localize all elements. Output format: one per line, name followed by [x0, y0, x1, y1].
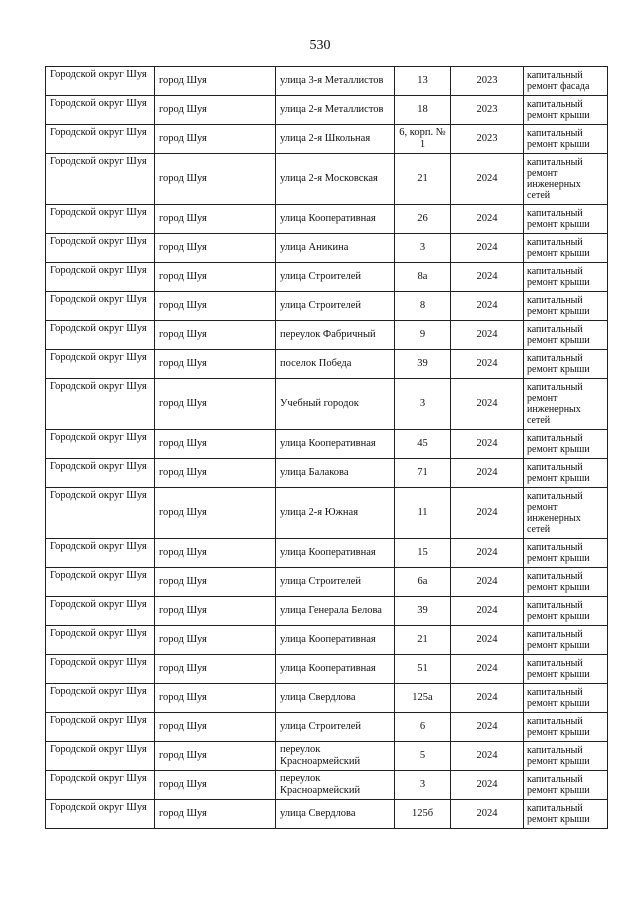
street-cell: улица Кооперативная [276, 655, 395, 684]
year-cell: 2024 [451, 655, 524, 684]
year-cell: 2024 [451, 379, 524, 430]
year-cell: 2024 [451, 430, 524, 459]
house-number-cell: 39 [395, 350, 451, 379]
table-body [46, 67, 608, 829]
street-cell: улица Строителей [276, 568, 395, 597]
year-cell: 2024 [451, 771, 524, 800]
table-row [46, 713, 608, 742]
municipality-cell: Городской округ Шуя [46, 67, 155, 96]
house-number-cell: 18 [395, 96, 451, 125]
table-row [46, 292, 608, 321]
table-row [46, 154, 608, 205]
street-cell: улица Строителей [276, 263, 395, 292]
table-row [46, 488, 608, 539]
work-type-cell: капитальный ремонт крыши [524, 234, 608, 263]
year-cell: 2024 [451, 684, 524, 713]
work-type-cell: капитальный ремонт крыши [524, 263, 608, 292]
year-cell: 2024 [451, 597, 524, 626]
year-cell: 2024 [451, 742, 524, 771]
street-cell: переулок Красноармейский [276, 771, 395, 800]
house-number-cell: 9 [395, 321, 451, 350]
work-type-cell: капитальный ремонт инженерных сетей [524, 379, 608, 430]
house-number-cell: 3 [395, 379, 451, 430]
work-type-cell: капитальный ремонт крыши [524, 597, 608, 626]
municipality-cell: Городской округ Шуя [46, 234, 155, 263]
year-cell: 2023 [451, 67, 524, 96]
city-cell: город Шуя [155, 350, 276, 379]
municipality-cell: Городской округ Шуя [46, 125, 155, 154]
municipality-cell: Городской округ Шуя [46, 626, 155, 655]
table-row [46, 430, 608, 459]
city-cell: город Шуя [155, 800, 276, 829]
city-cell: город Шуя [155, 321, 276, 350]
house-number-cell: 21 [395, 154, 451, 205]
city-cell: город Шуя [155, 713, 276, 742]
street-cell: улица 3-я Металлистов [276, 67, 395, 96]
street-cell: улица Балакова [276, 459, 395, 488]
street-cell: улица Свердлова [276, 684, 395, 713]
municipality-cell: Городской округ Шуя [46, 488, 155, 539]
work-type-cell: капитальный ремонт крыши [524, 539, 608, 568]
street-cell: Учебный городок [276, 379, 395, 430]
street-cell: переулок Красноармейский [276, 742, 395, 771]
city-cell: город Шуя [155, 430, 276, 459]
house-number-cell: 8 [395, 292, 451, 321]
street-cell: улица Свердлова [276, 800, 395, 829]
city-cell: город Шуя [155, 771, 276, 800]
year-cell: 2024 [451, 205, 524, 234]
house-number-cell: 3 [395, 234, 451, 263]
city-cell: город Шуя [155, 684, 276, 713]
repair-schedule-table [45, 66, 608, 829]
table-row [46, 350, 608, 379]
city-cell: город Шуя [155, 742, 276, 771]
municipality-cell: Городской округ Шуя [46, 771, 155, 800]
house-number-cell: 125а [395, 684, 451, 713]
work-type-cell: капитальный ремонт крыши [524, 430, 608, 459]
city-cell: город Шуя [155, 96, 276, 125]
city-cell: город Шуя [155, 568, 276, 597]
table-row [46, 597, 608, 626]
table-row [46, 205, 608, 234]
city-cell: город Шуя [155, 205, 276, 234]
work-type-cell: капитальный ремонт крыши [524, 742, 608, 771]
table-row [46, 539, 608, 568]
year-cell: 2024 [451, 350, 524, 379]
work-type-cell: капитальный ремонт крыши [524, 713, 608, 742]
year-cell: 2024 [451, 321, 524, 350]
year-cell: 2024 [451, 539, 524, 568]
year-cell: 2024 [451, 488, 524, 539]
municipality-cell: Городской округ Шуя [46, 96, 155, 125]
municipality-cell: Городской округ Шуя [46, 655, 155, 684]
street-cell: улица Генерала Белова [276, 597, 395, 626]
work-type-cell: капитальный ремонт инженерных сетей [524, 488, 608, 539]
house-number-cell: 6 [395, 713, 451, 742]
table-row [46, 67, 608, 96]
city-cell: город Шуя [155, 154, 276, 205]
year-cell: 2024 [451, 459, 524, 488]
house-number-cell: 21 [395, 626, 451, 655]
year-cell: 2024 [451, 154, 524, 205]
table-row [46, 379, 608, 430]
city-cell: город Шуя [155, 379, 276, 430]
city-cell: город Шуя [155, 539, 276, 568]
municipality-cell: Городской округ Шуя [46, 379, 155, 430]
city-cell: город Шуя [155, 67, 276, 96]
city-cell: город Шуя [155, 488, 276, 539]
house-number-cell: 45 [395, 430, 451, 459]
work-type-cell: капитальный ремонт крыши [524, 292, 608, 321]
table-row [46, 626, 608, 655]
municipality-cell: Городской округ Шуя [46, 154, 155, 205]
table-row [46, 234, 608, 263]
work-type-cell: капитальный ремонт крыши [524, 350, 608, 379]
house-number-cell: 26 [395, 205, 451, 234]
page-number: 530 [309, 38, 331, 53]
year-cell: 2024 [451, 234, 524, 263]
municipality-cell: Городской округ Шуя [46, 539, 155, 568]
work-type-cell: капитальный ремонт крыши [524, 459, 608, 488]
year-cell: 2024 [451, 713, 524, 742]
city-cell: город Шуя [155, 597, 276, 626]
municipality-cell: Городской округ Шуя [46, 263, 155, 292]
street-cell: улица 2-я Московская [276, 154, 395, 205]
work-type-cell: капитальный ремонт крыши [524, 125, 608, 154]
municipality-cell: Городской округ Шуя [46, 568, 155, 597]
street-cell: улица Кооперативная [276, 539, 395, 568]
municipality-cell: Городской округ Шуя [46, 684, 155, 713]
year-cell: 2024 [451, 263, 524, 292]
work-type-cell: капитальный ремонт крыши [524, 568, 608, 597]
work-type-cell: капитальный ремонт крыши [524, 771, 608, 800]
table-row [46, 321, 608, 350]
table-row [46, 800, 608, 829]
city-cell: город Шуя [155, 655, 276, 684]
street-cell: улица Кооперативная [276, 205, 395, 234]
house-number-cell: 39 [395, 597, 451, 626]
table-row [46, 568, 608, 597]
city-cell: город Шуя [155, 626, 276, 655]
municipality-cell: Городской округ Шуя [46, 321, 155, 350]
work-type-cell: капитальный ремонт крыши [524, 800, 608, 829]
city-cell: город Шуя [155, 263, 276, 292]
work-type-cell: капитальный ремонт крыши [524, 321, 608, 350]
year-cell: 2024 [451, 292, 524, 321]
house-number-cell: 11 [395, 488, 451, 539]
house-number-cell: 71 [395, 459, 451, 488]
table-row [46, 263, 608, 292]
street-cell: переулок Фабричный [276, 321, 395, 350]
house-number-cell: 3 [395, 771, 451, 800]
street-cell: улица Строителей [276, 713, 395, 742]
municipality-cell: Городской округ Шуя [46, 742, 155, 771]
table-row [46, 655, 608, 684]
house-number-cell: 6а [395, 568, 451, 597]
house-number-cell: 6, корп. № 1 [395, 125, 451, 154]
year-cell: 2024 [451, 626, 524, 655]
municipality-cell: Городской округ Шуя [46, 459, 155, 488]
municipality-cell: Городской округ Шуя [46, 292, 155, 321]
street-cell: поселок Победа [276, 350, 395, 379]
house-number-cell: 8а [395, 263, 451, 292]
year-cell: 2024 [451, 800, 524, 829]
year-cell: 2024 [451, 568, 524, 597]
work-type-cell: капитальный ремонт крыши [524, 655, 608, 684]
municipality-cell: Городской округ Шуя [46, 713, 155, 742]
table-row [46, 459, 608, 488]
table-row [46, 125, 608, 154]
work-type-cell: капитальный ремонт крыши [524, 626, 608, 655]
street-cell: улица Аникина [276, 234, 395, 263]
house-number-cell: 15 [395, 539, 451, 568]
house-number-cell: 51 [395, 655, 451, 684]
street-cell: улица Строителей [276, 292, 395, 321]
year-cell: 2023 [451, 125, 524, 154]
work-type-cell: капитальный ремонт инженерных сетей [524, 154, 608, 205]
work-type-cell: капитальный ремонт крыши [524, 96, 608, 125]
table-row [46, 742, 608, 771]
table-row [46, 96, 608, 125]
city-cell: город Шуя [155, 234, 276, 263]
house-number-cell: 5 [395, 742, 451, 771]
street-cell: улица Кооперативная [276, 430, 395, 459]
municipality-cell: Городской округ Шуя [46, 430, 155, 459]
municipality-cell: Городской округ Шуя [46, 800, 155, 829]
street-cell: улица 2-я Южная [276, 488, 395, 539]
street-cell: улица 2-я Металлистов [276, 96, 395, 125]
table-row [46, 684, 608, 713]
street-cell: улица Кооперативная [276, 626, 395, 655]
work-type-cell: капитальный ремонт фасада [524, 67, 608, 96]
year-cell: 2023 [451, 96, 524, 125]
street-cell: улица 2-я Школьная [276, 125, 395, 154]
municipality-cell: Городской округ Шуя [46, 205, 155, 234]
city-cell: город Шуя [155, 125, 276, 154]
city-cell: город Шуя [155, 292, 276, 321]
work-type-cell: капитальный ремонт крыши [524, 205, 608, 234]
municipality-cell: Городской округ Шуя [46, 350, 155, 379]
municipality-cell: Городской округ Шуя [46, 597, 155, 626]
work-type-cell: капитальный ремонт крыши [524, 684, 608, 713]
house-number-cell: 13 [395, 67, 451, 96]
table-row [46, 771, 608, 800]
city-cell: город Шуя [155, 459, 276, 488]
house-number-cell: 125б [395, 800, 451, 829]
